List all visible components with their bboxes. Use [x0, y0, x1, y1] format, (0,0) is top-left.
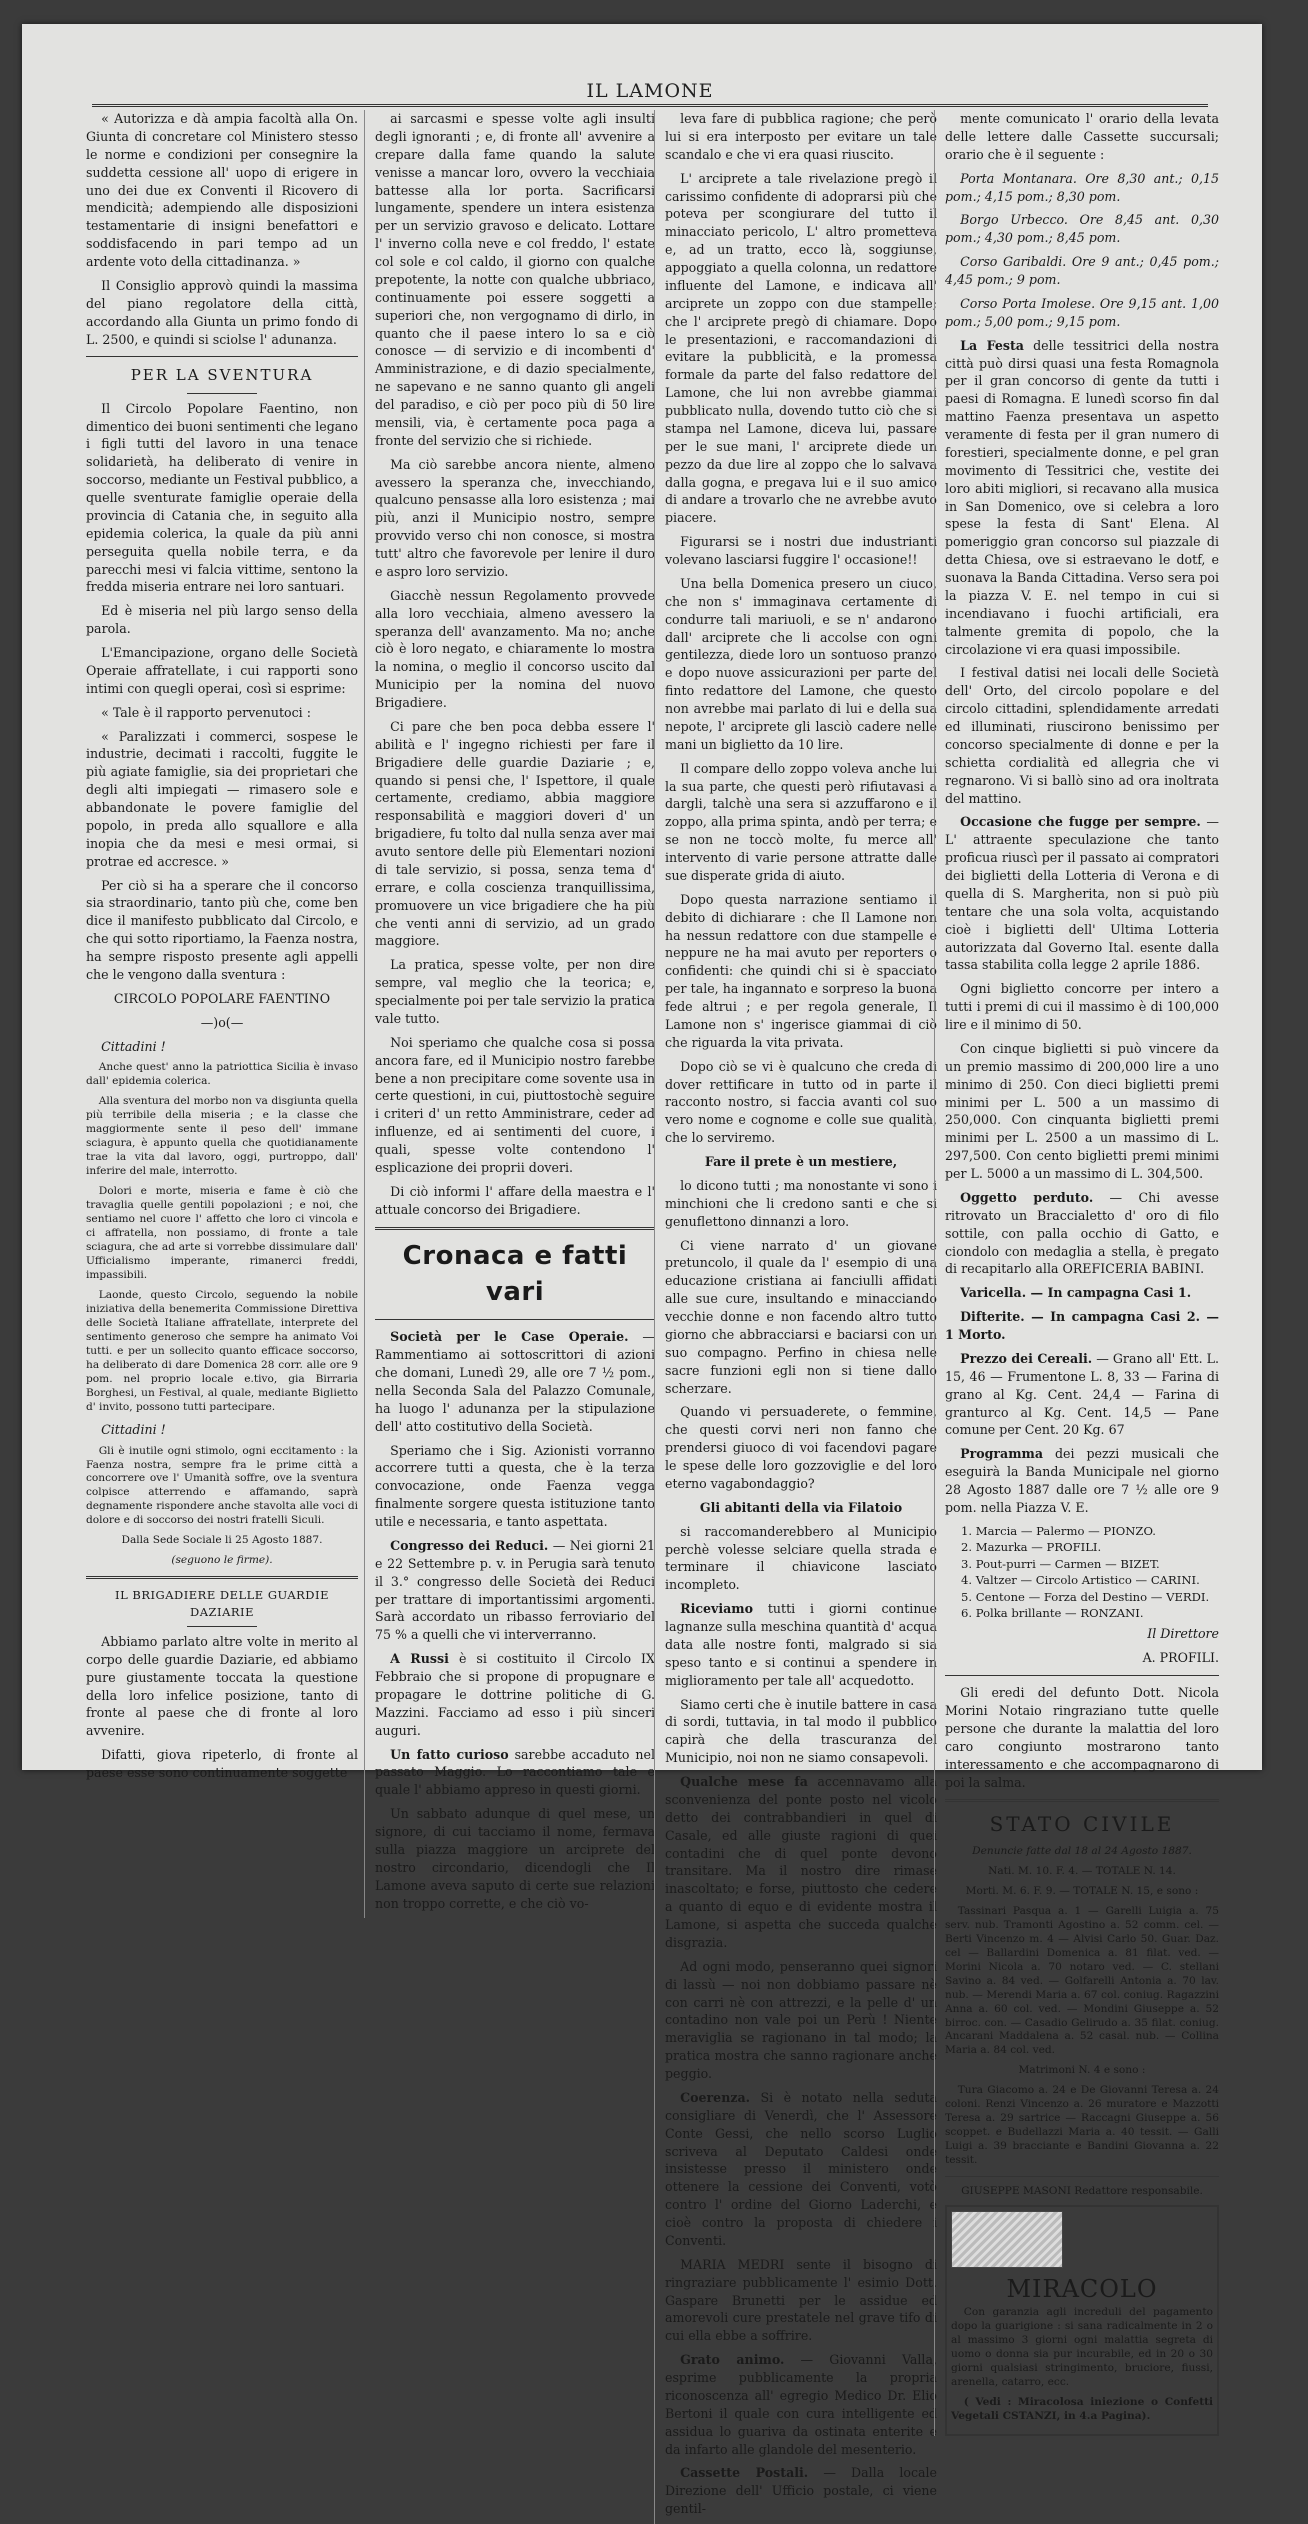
- article-paragraph: Ad ogni modo, penseranno quei signori di lassù — noi non dobbiamo passare nè con carri nè con attrezzi, e la pelle d' un contadino non vale poi un Perù ! Niente meraviglia se ragionano in tal modo; la pratica mostra che sanno ragionare anche peggio.: [665, 1958, 937, 2081]
- cronaca-title: Cronaca e fatti vari: [402, 1240, 628, 1308]
- divider: [945, 2176, 1219, 2177]
- article-paragraph: Figurarsi se i nostri due industrianti volevano lasciarsi fuggire l' occasione!!: [665, 534, 937, 567]
- thanks-notice: Gli eredi del defunto Dott. Nicola Morini Notaio ringraziano tutte quelle persone che durante la malattia del loro caro congiunto mostrarono tanto interessamento e che accompagnarono di poi la salma.: [945, 1685, 1219, 1790]
- news-heading: Programma: [960, 1446, 1044, 1462]
- page-header: [92, 54, 1208, 107]
- morti-list: Tassinari Pasqua a. 1 — Garelli Luigia a. 75 serv. nub. Tramonti Agostino a. 52 comm. cel. — Berti Vincenzo m. 4 — Alvisi Carlo 50. Guar. Daz. cel — Ballardini Domenica a. 81 filat. ved. — Morini Nicola a. 70 notaro ved. — C. stellani Savino a. 84 ved. — Golfarelli Antonia a. 70 lav. nub. — Merendi Maria a. 67 col. coniug. Ragazzini Anna a. 60 col. ved. — Mondini Giuseppe a. 52 birroc. con. — Casadio Gelirudo a. 35 filat. coniug. Ancarani Maddalena a. 52 casal. nub. — Collina Maria a. 84 col. ved.: [945, 1904, 1219, 2057]
- article-paragraph: Ma ciò sarebbe ancora niente, almeno avessero la speranza che, invecchiando, qualcuno pensasse alla loro esistenza ; mai più, anzi il Municipio nostro, sempre provvido verso chi non conosce, si mostra tutt' altro che favorevole per lenire il duro e aspro loro servizio.: [375, 456, 655, 579]
- news-text: — Giovanni Valla, esprime pubblicamente la propria riconoscenza all' egregio Medico Dr. Elio Bertoni il quale con cura intelligente ed assidua lo guariva da ostinata enterite e da infarto alle glandole del mesenterio.: [665, 2352, 937, 2457]
- article-paragraph: Il Consiglio approvò quindi la massima del piano regolatore della città, accordando alla Giunta un primo fondo di L. 2500, e quindi si sciolse l' adunanza.: [86, 277, 358, 347]
- divider: [86, 356, 358, 357]
- article-paragraph: Quando vi persuaderete, o femmine, che questi corvi neri non fanno che prendersi giuoco di voi facendovi pagare le spese delle loro gozzoviglie e del loro eterno vagabondaggio?: [665, 1404, 937, 1491]
- nati-line: Nati. M. 10. F. 4. — TOTALE N. 14.: [988, 1864, 1176, 1877]
- ad-cta: ( Vedi : Miracolosa iniezione o Confetti Vegetali CSTANZI, in 4.a Pagina).: [951, 2396, 1213, 2423]
- news-item: [375, 1537, 655, 1644]
- manifesto-paragraph: Dolori e morte, miseria e fame è ciò che travaglia quelle gentili popolazioni ; e noi, che sentiamo nel cuore l' affetto che loro ci vincola e ci affratella, non possiamo, di fronte a tale sciagura, che ad arte si vorrebbe dissimulare dall' Ufficialismo imperante, rimanerci freddi, impassibili.: [86, 1185, 358, 1281]
- news-heading: Grato animo.: [680, 2352, 785, 2368]
- health-line: Difterite. — In campagna Casi 2. — 1 Morto.: [945, 1309, 1219, 1342]
- news-heading: Coerenza.: [680, 2089, 751, 2105]
- news-heading: Qualche mese fa: [680, 1774, 808, 1789]
- article-paragraph: Difatti, giova ripeterlo, di fronte al paese esse sono continuamente soggette: [86, 1747, 358, 1781]
- manifesto-paragraph: Laonde, questo Circolo, seguendo la nobile iniziativa della benemerita Commissione Direttiva delle Società Italiane affratellate, interprete del sentimento generoso che sempre ha animato Voi tutti. e per un sollecito quanto efficace soccorso, ha deliberato di dare Domenica 28 corr. alle ore 9 pom. nel proprio locale e.tivo, gia Birraria Borghesi, un Festival, al quale, mediante Biglietto d' invito, possono tutti partecipare.: [86, 1288, 358, 1413]
- news-heading: Prezzo dei Cereali.: [960, 1350, 1093, 1366]
- miracolo-ad: [945, 2205, 1219, 2436]
- article-paragraph: Il Circolo Popolare Faentino, non dimentico dei buoni sentimenti che legano i figli tutti del lavoro in una tenace solidarietà, ha deliberato di venire in soccorso, mediante un Festival pubblico, a quelle sventurate famiglie operaie della provincia di Catania che, in seguito alla epidemia colerica, la quale da più anni perseguita quella nobile terra, e da parecchi mesi vi falcia vittime, sentono la fredda miseria entrare nei loro santuari.: [86, 400, 358, 595]
- article-paragraph: Una bella Domenica presero un ciuco, che non s' immaginava certamente di condurre tali mariuoli, e se n' andarono dall' arciprete che li accolse con ogni gentilezza, diede loro un sontuoso pranzo e dopo nuove assicurazioni per parte del finto redattore del Lamone, che questo non avrebbe mai parlato di lui e della sua nepote, l' arciprete gli lasciò cadere nelle mani un biglietto da 10 lire.: [665, 575, 937, 752]
- news-item: [665, 1600, 937, 1689]
- article-paragraph: Giacchè nessun Regolamento provvede alla loro vecchiaia, almeno avessero la speranza dell' avanzamento. Ma no; anche ciò è loro negato, e chiaramente lo mostra la nomina, o meglio il concorso uscito dal Municipio per la nomina del nuovo Brigadiere.: [375, 587, 655, 710]
- news-text: è si costituito il Circolo IX Febbraio che si propone di propugnare e propagare le dottrine politiche di G. Mazzini. Facciamo ad esso i più sinceri auguri.: [375, 1651, 655, 1738]
- cittadini-heading: Cittadini !: [101, 1038, 166, 1054]
- list-item: 5. Centone — Forza del Destino — VERDI.: [961, 1589, 1210, 1604]
- news-item: [945, 1445, 1219, 1517]
- director-label: Il Direttore: [1147, 1626, 1219, 1642]
- article-paragraph: Il compare dello zoppo voleva anche lui la sua parte, che questi però rifiutavasi a dargli, talchè una sera si azzuffarono e il zoppo, alla prima spinta, andò per terra; e se non ne toccò molte, fu merce all' intervento di varie persone attratte dalle sue disperate grida di aiuto.: [665, 760, 937, 883]
- article-paragraph: Noi speriamo che qualche cosa si possa ancora fare, ed il Municipio nostro farebbe bene a non precipitare come sovente usa in certe questioni, in cui, piuttostochè seguire i criteri d' un retto Amministrare, ceder ad influenze, ed ai sentimenti del cuore, i quali, spesse volte contendono l' esplicazione dei proprii doveri.: [375, 1034, 655, 1175]
- article-paragraph: Speriamo che i Sig. Azionisti vorranno accorrere tutti a questa, che è la terza convocazione, onde Faenza vegga finalmente sorgere questa istituzione tanto utile e necessaria, e tanto aspettata.: [375, 1442, 655, 1530]
- news-text: accennavamo alla sconvenienza del ponte posto nel vicolo detto dei contrabbandieri in quel di Casale, ed alle giuste ragioni di quei contadini che di quel ponte devono transitare. Ma il nostro dire rimase inascoltato; e forse, piuttosto che cedere a quanto di equo e di evidente mostra il Lamone, si aspetta che succeda qualche disgrazia.: [665, 1774, 937, 1950]
- news-heading: Riceviamo: [680, 1601, 754, 1617]
- news-heading: Congresso dei Reduci.: [390, 1537, 549, 1553]
- article-paragraph: Abbiamo parlato altre volte in merito al corpo delle guardie Daziarie, ed abbiamo pure giustamente toccata la questione della loro infelice posizione, tanto di fronte al paese che di fronte al loro avvenire.: [86, 1633, 358, 1739]
- news-heading: La Festa: [960, 337, 1024, 353]
- article-paragraph: Un sabbato adunque di quel mese, un signore, di cui tacciamo il nome, fermava sulla piazza maggiore un arciprete del nostro circondario, dicendogli che Il Lamone aveva saputo di certe sue relazioni non troppo corrette, e che ciò vo-: [375, 1806, 655, 1911]
- manifesto-paragraph: Alla sventura del morbo non va disgiunta quella più terribile della miseria ; e la classe che maggiormente sente il peso dell' immane sciagura, è appunto quella che quotidianamente trae la vita dal lavoro, oggi, purtroppo, dall' inferire del male, interrotto.: [86, 1095, 358, 1178]
- signatures-note: (seguono le firme).: [171, 1554, 273, 1567]
- news-text: Si è notato nella seduta consigliare di Venerdì, che l' Assessore Conte Gessi, che nello scorso Luglio scriveva al Deputato Caldesi onde insistesse presso il ministero onde ottenere la cessione dei Conventi, votò contro l' ordine del Giorno Laderchi, e cioè contro la proposta di chiedere i Conventi.: [665, 2089, 937, 2248]
- ad-illustration: [951, 2211, 1063, 2268]
- article-paragraph: Dopo ciò se vi è qualcuno che creda di dover rettificare in tutto od in parte il racconto nostro, si faccia avanti col suo vero nome e cognome e colle sue qualità, che lo serviremo.: [665, 1058, 937, 1146]
- list-item: 4. Valtzer — Circolo Artistico — CARINI.: [961, 1573, 1200, 1588]
- orario-line: Porta Montanara. Ore 8,30 ant.; 0,15 pom.; 4,15 pom.; 8,30 pom.: [945, 170, 1219, 204]
- news-item: [665, 2464, 937, 2518]
- list-item: 6. Polka brillante — RONZANI.: [961, 1606, 1144, 1621]
- news-heading: A Russi: [390, 1651, 449, 1667]
- article-paragraph: lo dicono tutti ; ma nonostante vi sono i minchioni che li credono santi e che si genuflettono dinnanzi a loro.: [665, 1177, 937, 1229]
- news-text: — Rammentiamo ai sottoscrittori di azioni che domani, Lunedì 29, alle ore 7 ½ pom., nella Seconda Sala del Palazzo Comunale, ha luogo l' adunanza per la stipulazione dell' atto costitutivo della Società.: [375, 1329, 655, 1434]
- article-paragraph: MARIA MEDRI sente il bisogno di ringraziare pubblicamente l' esimio Dott. Gaspare Brunetti per le assidue ed amorevoli cure prestatele nel grave tifo di cui ella ebbe a soffrire.: [665, 2256, 937, 2344]
- news-heading: Occasione che fugge per sempre.: [960, 814, 1201, 830]
- stato-civile-title: STATO CIVILE: [989, 1812, 1175, 1837]
- news-text: — Nei giorni 21 e 22 Settembre p. v. in Perugia sarà tenuto il 3.° congresso delle Società dei Reduci per trattare di importantissimi argomenti. Sarà accordato un ribasso ferroviario del 75 % a quelli che vi interverranno.: [375, 1537, 655, 1643]
- article-paragraph: Ed è miseria nel più largo senso della parola.: [86, 603, 358, 637]
- divider: [945, 1799, 1219, 1802]
- article-paragraph: si raccomanderebbero al Municipio perchè volesse selciare quella strada e terminare il chiavicone lasciato incompleto.: [665, 1523, 937, 1593]
- article-paragraph: Con cinque biglietti si può vincere da un premio massimo di 200,000 lire a uno minimo di 250. Con dieci biglietti premi minimi per L. 500 a un massimo di 250,000. Con cinquanta biglietti premi minimi per L. 2500 a un massimo di L. 297,500. Con cento biglietti premi minimi per L. 5000 a un massimo di L. 304,500.: [945, 1040, 1219, 1181]
- manifesto-paragraph: Gli è inutile ogni stimolo, ogni eccitamento : la Faenza nostra, sempre fra le prime città a concorrere ove l' Umanità soffre, ove la sventura colpisce atterrendo e affamando, saprà degnamente rispondere anche stavolta alle voci di dolore e di soccorso dei nostri fratelli Siculi.: [86, 1444, 358, 1527]
- news-text: delle tessitrici della nostra città può dirsi quasi una festa Romagnola per il gran concorso di gente da tutti i paesi di Romagna. E lunedì scorso fin dal mattino Faenza presentava un aspetto veramente di festa per il gran numero di forestieri, specialmente donne, e pel gran movimento di Tessitrici che, vestite dei loro abiti migliori, si recavano alla musica in San Domenico, ove si celebra a loro spese la festa di Sant' Elena. Al pomeriggio gran concorso sul piazzale di detta Chiesa, ove si estraevano le dotf, e suonava la Banda Cittadina. Verso sera poi la piazza V. E. nel tempo in cui si incendiavano i fuochi artificiali, era talmente gremita di popolo, che la circolazione vi era quasi impossibile.: [945, 337, 1219, 657]
- circolo-heading: CIRCOLO POPOLARE FAENTINO: [113, 990, 331, 1006]
- news-heading: Società per le Case Operaie.: [390, 1329, 629, 1345]
- column-1: [86, 110, 358, 1788]
- health-line: Varicella. — In campagna Casi 1.: [960, 1285, 1192, 1301]
- news-heading: Fare il prete è un mestiere,: [704, 1154, 898, 1169]
- orario-line: Corso Garibaldi. Ore 9 ant.; 0,45 pom.; 4,45 pom.; 9 pom.: [945, 254, 1219, 287]
- matrimoni-line: Matrimoni N. 4 e sono :: [1018, 2064, 1146, 2077]
- news-item: [945, 1350, 1219, 1439]
- article-paragraph: ai sarcasmi e spesse volte agli insulti degli ignoranti ; e, di fronte all' avvenire a crepare dalla fame quando la salute venisse a mancar loro, ovvero la vecchiaia battesse alla lor porta. Sacrificarsi lungamente, spendere un intera esistenza per un servizio gravoso e delicato. Lottare l' inverno colla neve e col freddo, l' estate col sole e col caldo, il giorno con qualche prepotente, la notte con qualche ubbriaco, continuamente poi essere soggetti a superiori che, non vergognamo di dirlo, in quanto che il paese intero lo sa e ciò conosce — di servizio e di incombenti d' Amministrazione, e di dazio specialmente, ne sapevano e ne sanno quanto gli angeli del paradiso, e ciò per poco più di 50 lire mensili, via, è certamente poca paga a fronte del servizio che si richiede.: [375, 111, 655, 448]
- newspaper-page: [22, 24, 1262, 2517]
- news-heading: Cassette Postali.: [680, 2465, 809, 2481]
- news-item: [945, 1189, 1219, 1278]
- ad-title: MIRACOLO: [1006, 2275, 1158, 2304]
- article-paragraph: Ci viene narrato d' un giovane pretuncolo, il quale da l' esempio di una educazione cristiana ai fanciulli affidati alle sue cure, insultando e minacciando vecchie donne e non facendo altro tutto giorno che abbracciarsi e baciarsi con un suo compagno. Perfino in chiesa nelle sacre funzioni egli non si tiene dallo scherzare.: [665, 1237, 937, 1396]
- column-4: [934, 110, 1219, 2436]
- cittadini-heading: Cittadini !: [101, 1421, 166, 1437]
- divider: [187, 1626, 257, 1627]
- article-paragraph: Per ciò si ha a sperare che il concorso sia straordinario, tanto più che, come ben dice il manifesto pubblicato dal Circolo, e che qui sotto riportiamo, la Faenza nostra, ha sempre risposto presente agli appelli che le vengono dalla sventura :: [86, 877, 358, 982]
- article-paragraph: La pratica, spesse volte, per non dire sempre, val meglio che la teorica; e, specialmente poi per tale servizio la pratica vale tutto.: [375, 957, 655, 1026]
- news-item: [375, 1746, 655, 1800]
- orario-line: Corso Porta Imolese. Ore 9,15 ant. 1,00 pom.; 5,00 pom.; 9,15 pom.: [945, 295, 1219, 329]
- news-heading: Gli abitanti della via Filatoio: [699, 1499, 903, 1515]
- program-list: [961, 1523, 1219, 1622]
- article-paragraph: I festival datisi nei locali delle Società dell' Orto, del circolo popolare e del circolo cittadini, splendidamente arredati ed illuminati, riuscirono benissimo per concorso specialmente di donne e per la schietta cordialità ed allegria che vi regnarono. Vi si ballò sino ad ora inoltrata del mattino.: [945, 665, 1219, 806]
- divider: [375, 1227, 655, 1230]
- section-title: IL BRIGADIERE DELLE GUARDIE DAZIARIE: [115, 1588, 329, 1619]
- article-paragraph: Di ciò informi l' affare della maestra e l' attuale concorso dei Brigadiere.: [375, 1183, 655, 1217]
- article-paragraph: « Paralizzati i commerci, sospese le industrie, decimati i raccolti, fuggite le più agiate famiglie, sia dei proprietari che degli alti impiegati — rimasero sole e abbandonate le povere famiglie del popolo, in preda allo squallore e alla inopia che da mesi e mesi ormai, si protrae ed accresce. »: [86, 728, 358, 869]
- article-paragraph: « Autorizza e dà ampia facoltà alla On. Giunta di concretare col Ministero stesso le norme e condizioni per consegnire la suddetta cessione all' uopo di erigere in uno dei due ex Conventi il Ricovero di mendicità; adempiendo alle disposizioni testamentarie di insigni benefattori e soddisfacendo in pari tempo ad un ardente voto della cittadinanza. »: [86, 111, 358, 269]
- article-paragraph: Siamo certi che è inutile battere in casa di sordi, tuttavia, in tal modo il pubblico capirà che della trascuranza del Municipio, noi non ne siamo consapevoli.: [665, 1696, 937, 1766]
- morti-line: Morti. M. 6. F. 9. — TOTALE N. 15, e sono :: [965, 1884, 1199, 1897]
- news-item: [945, 337, 1219, 659]
- column-3: [654, 110, 937, 2524]
- list-item: 3. Pout-purri — Carmen — BIZET.: [961, 1556, 1160, 1571]
- news-item: [665, 2089, 937, 2250]
- news-text: — L' attraente speculazione che tanto proficua riuscì per il passato ai compratori dei biglietti della Lotteria di Verona e di quella di S. Margherita, non si può più tentare che una sola volta, acquistando cioè i biglietti dell' Ultima Lotteria autorizzata dal Governo Ital. esente dalla tassa stabilita colla legge 2 aprile 1886.: [945, 814, 1219, 973]
- article-paragraph: Dopo questa narrazione sentiamo il debito di dichiarare : che Il Lamone non ha nessun redattore con due stampelle e neppure ne ha mai avuto per reporters o confidenti: che quindi chi si è spacciato per tale, ha ingannato e sorpreso la buona fede altrui ; e per regola generale, Il Lamone non s' ingerisce giammai di ciò che riguarda la vita privata.: [665, 891, 937, 1050]
- divider: [375, 1319, 655, 1320]
- separator-text: —)o(—: [200, 1014, 244, 1030]
- article-paragraph: « Tale è il rapporto pervenutoci :: [101, 704, 311, 720]
- article-paragraph: mente comunicato l' orario della levata delle lettere dalle Cassette succursali; orario che è il seguente :: [945, 111, 1219, 162]
- news-item: [665, 1773, 937, 1952]
- editor-line: GIUSEPPE MASONI Redattore responsabile.: [961, 2185, 1203, 2198]
- news-item: [665, 2351, 937, 2458]
- article-paragraph: leva fare di pubblica ragione; che però lui si era interposto per evitare un tale scandalo e che vi era quasi riuscito.: [665, 111, 937, 162]
- news-item: [375, 1328, 655, 1435]
- section-title: PER LA SVENTURA: [130, 366, 314, 385]
- article-paragraph: Ci pare che ben poca debba essere l' abilità e l' ingegno richiesti per fare il Brigadiere delle guardie Daziarie ; e, quando si pensi che, l' Ispettore, il quale certamente, crediamo, abbia maggiore responsabilità e maggiori doveri d' un brigadiere, fu tolto dal nulla senza aver mai avuto sentore delle più Elementari nozioni di tale servizio, si possa, senza tema d' errare, e colla coscienza tranquillissima, promuovere un vice brigadiere che ha più che venti anni di servizio, ad un grado maggiore.: [375, 718, 655, 949]
- director-name: A. PROFILI.: [1142, 1650, 1219, 1666]
- ad-text: Con garanzia agli increduli del pagamento dopo la guarigione : si sana radicalmente in 2 o al massimo 3 giorni ogni malattia segreta di uomo o donna sia pur incurabile, ed in 20 o 30 giorni qualsiasi stringimento, bruciore, fiussi, arenella, catarro, ecc.: [951, 2306, 1213, 2389]
- list-item: 1. Marcia — Palermo — PIONZO.: [961, 1523, 1156, 1538]
- matrimoni-list: Tura Giacomo a. 24 e De Giovanni Teresa a. 24 coloni. Renzi Vincenzo a. 26 muratore e Mazzotti Teresa a. 29 sartrice — Raccagni Giuseppe a. 56 scoppet. e Budellazzi Maria a. 40 tessit. — Galli Luigi a. 39 bracciante e Bandini Giovanna a. 22 tessit.: [945, 2084, 1219, 2167]
- stato-subtitle: Denuncie fatte dal 18 al 24 Agosto 1887.: [972, 1844, 1192, 1857]
- orario-line: Borgo Urbecco. Ore 8,45 ant. 0,30 pom.; 4,30 pom.; 8,45 pom.: [945, 212, 1219, 246]
- news-text: tutti i giorni continue lagnanze sulla meschina quantità d' acqua data alle nostre fonti, malgrado si sia speso tanto e si continui a spendere in miglioramento per tale all' acquedotto.: [665, 1601, 937, 1688]
- news-text: dei pezzi musicali che eseguirà la Banda Municipale nel giorno 28 Agosto 1887 dalle ore 7 ½ alle ore 9 pom. nella Piazza V. E.: [945, 1446, 1219, 1515]
- article-paragraph: L' arciprete a tale rivelazione pregò il carissimo confidente di adoprarsi più che poteva per scongiurare del tutto il minacciato pericolo, L' altro prometteva e, ad un tratto, ecco là, soggiunse, appoggiato a quella colonna, un redattore influente del Lamone, e indicava all' arciprete un zoppo con due stampelle; che l' arciprete pregò di chiamare. Dopo le presentazioni, e raccomandazioni di evitare la pubblicità, e la promessa formale da parte del falso redattore del Lamone, che lui non avrebbe giammai pubblicato nulla, dovendo tutto ciò che si stampa nel Lamone, diceva lui, passare per le sue mani, l' arciprete diede un pezzo da due lire al zoppo che lo salvava dalla gogna, e pregava lui e il suo amico di andare a trovarlo che ne avrebbe avuto piacere.: [665, 170, 937, 526]
- divider: [945, 1675, 1219, 1676]
- news-heading: Un fatto curioso: [390, 1746, 509, 1762]
- news-heading: Oggetto perduto.: [960, 1189, 1094, 1205]
- news-text: sarebbe accaduto nel passato Maggio. Lo raccontiamo tale e quale l' abbiamo appreso in questi giorni.: [375, 1746, 655, 1798]
- article-paragraph: L'Emancipazione, organo delle Società Operaie affratellate, i cui rapporti sono intimi con quegli operai, così si esprime:: [86, 645, 358, 696]
- manifesto-paragraph: Anche quest' anno la patriottica Sicilia è invaso dall' epidemia colerica.: [86, 1061, 358, 1088]
- news-item: [375, 1650, 655, 1739]
- news-text: — Chi avesse ritrovato un Braccialetto d' oro di filo sottile, con palla occhio di Gatto, e ciondolo con medaglia a stella, è pregato di recapitarlo alla OREFICERIA BABINI.: [945, 1189, 1219, 1277]
- sede-line: Dalla Sede Sociale li 25 Agosto 1887.: [121, 1534, 323, 1547]
- news-text: — Grano all' Ett. L. 15, 46 — Frumentone L. 8, 33 — Farina di grano al Kg. Cent. 24,4 — Farina di granturco al Kg. Cent. 14,5 — Pane comune per Cent. 20 Kg. 67: [945, 1350, 1219, 1438]
- divider: [86, 1576, 358, 1579]
- article-paragraph: Ogni biglietto concorre per intero a tutti i premi di cui il massimo è di 100,000 lire e il minimo di 50.: [945, 981, 1219, 1032]
- column-2: [364, 110, 655, 1918]
- news-item: [945, 813, 1219, 974]
- news-text: — Dalla locale Direzione dell' Ufficio postale, ci viene gentil-: [665, 2465, 937, 2517]
- list-item: 2. Mazurka — PROFILI.: [961, 1540, 1102, 1555]
- divider: [187, 393, 257, 394]
- masthead-title: IL LAMONE: [586, 80, 714, 102]
